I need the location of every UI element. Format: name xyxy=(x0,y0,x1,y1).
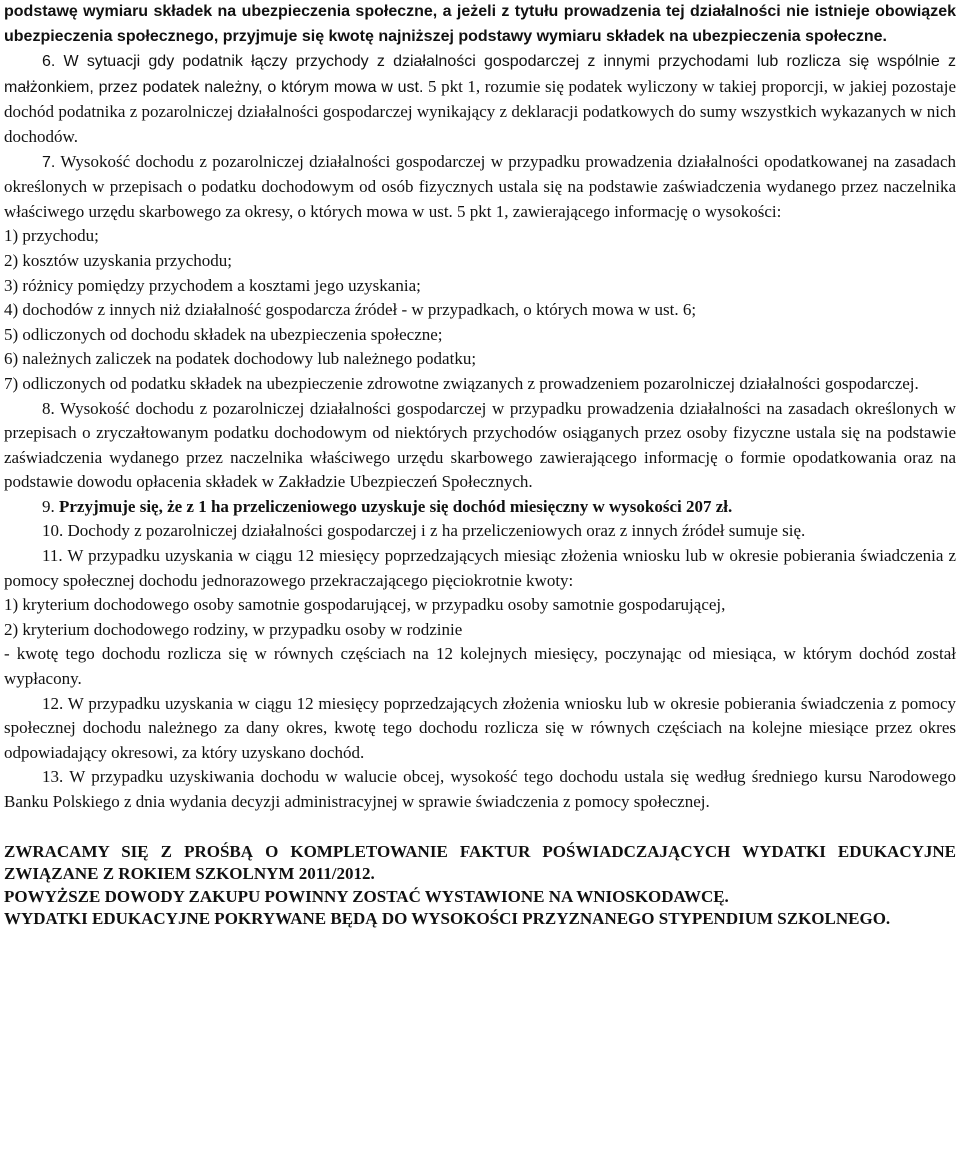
intro-text: podstawę wymiaru składek na ubezpieczenia społeczne, a jeżeli z tytułu prowadzenia tej działalności nie istnieje obowiązek ubezpieczenia społecznego, przyjmuje się kwotę najniższej podstawy wymiaru składek na ubezpieczenia społeczne. xyxy=(4,3,956,45)
paragraph-8: 8. Wysokość dochodu z pozarolniczej działalności gospodarczej w przypadku prowadzenia działalności na zasadach określonych w przepisach o zryczałtowanym podatku dochodowym od niektórych przychodów osiąganych przez osoby fizyczne ustala się na podstawie zaświadczenia wydanego przez naczelnika właściwego urzędu skarbowego zawierającego informację o formie opodatkowania oraz na podstawie dowodu opłacenia składek w Zakładzie Ubezpieczeń Społecznych. xyxy=(4,398,956,492)
paragraph-6 xyxy=(4,49,956,149)
notice-block xyxy=(4,841,956,931)
paragraph-7-item-4: 4) dochodów z innych niż działalność gospodarcza źródeł - w przypadkach, o których mowa w ust. 6; xyxy=(4,300,697,320)
paragraph-6-text: 5 pkt 1, rozumie się podatek wyliczony w takiej proporcji, w jakiej pozostaje dochód podatnika z pozarolniczej działalności gospodarczej wynikający z deklaracji podatkowych do sumy wszystkich wykazanych w nich dochodów. xyxy=(4,76,956,146)
paragraph-7-number: 7. xyxy=(42,153,56,171)
notice-line-2: POWYŻSZE DOWODY ZAKUPU POWINNY ZOSTAĆ WYSTAWIONE NA WNIOSKODAWCĘ. xyxy=(4,886,729,906)
paragraph-7-item-3: 3) różnicy pomiędzy przychodem a kosztami jego uzyskania; xyxy=(4,275,421,295)
paragraph-7-item-1: 1) przychodu; xyxy=(4,226,99,246)
paragraph-13: 13. W przypadku uzyskiwania dochodu w walucie obcej, wysokość tego dochodu ustala się według średniego kursu Narodowego Banku Polskiego z dnia wydania decyzji administracyjnej w sprawie świadczenia z pomocy społecznej. xyxy=(4,767,956,811)
paragraph-7-item-2: 2) kosztów uzyskania przychodu; xyxy=(4,250,233,270)
paragraph-7-text: Wysokość dochodu z pozarolniczej działalności gospodarczej w przypadku prowadzenia działalności opodatkowanej na zasadach określonych w przepisach o podatku dochodowym od osób fizycznych ustala się na podstawie zaświadczenia wydanego przez naczelnika właściwego urzędu skarbowego za okresy, o których mowa w ust. 5 pkt 1, zawierającego informację o wysokości: xyxy=(4,151,956,221)
paragraph-9 xyxy=(4,495,956,520)
intro-paragraph xyxy=(4,0,956,49)
paragraph-11-tail: - kwotę tego dochodu rozlicza się w równych częściach na 12 kolejnych miesięcy, poczynając od miesiąca, w którym dochód został wypłacony. xyxy=(4,644,956,689)
paragraph-11: 11. W przypadku uzyskania w ciągu 12 miesięcy poprzedzających miesiąc złożenia wniosku lub w okresie pobierania świadczenia z pomocy społecznej dochodu jednorazowego przekraczającego pięciokrotnie kwoty: xyxy=(4,546,956,590)
section-spacer xyxy=(4,815,956,841)
notice-line-3: WYDATKI EDUKACYJNE POKRYWANE BĘDĄ DO WYSOKOŚCI PRZYZNANEGO STYPENDIUM SZKOLNEGO. xyxy=(4,909,891,929)
paragraph-9-number: 9. xyxy=(42,496,59,516)
paragraph-6-sans-text: 6. W sytuacji gdy podatnik łączy przychody z działalności gospodarczej z innymi przychodami lub rozlicza się wspólnie z małżonkiem, przez podatek należny, o którym mowa w ust. xyxy=(4,53,956,96)
paragraph-10: 10. Dochody z pozarolniczej działalności gospodarczej i z ha przeliczeniowych oraz z innych źródeł sumuje się. xyxy=(42,521,806,541)
paragraph-7 xyxy=(4,150,956,225)
paragraph-9-bold-text: Przyjmuje się, że z 1 ha przeliczeniowego uzyskuje się dochód miesięczny w wysokości 207 zł. xyxy=(59,496,733,516)
paragraph-7-item-6: 6) należnych zaliczek na podatek dochodowy lub należnego podatku; xyxy=(4,349,477,369)
paragraph-7-item-5: 5) odliczonych od dochodu składek na ubezpieczenia społeczne; xyxy=(4,324,443,344)
notice-line-1: ZWRACAMY SIĘ Z PROŚBĄ O KOMPLETOWANIE FAKTUR POŚWIADCZAJĄCYCH WYDATKI EDUKACYJNE ZWIĄZANE Z ROKIEM SZKOLNYM 2011/2012. xyxy=(4,841,956,884)
paragraph-11-item-1: 1) kryterium dochodowego osoby samotnie gospodarującej, w przypadku osoby samotnie gospodarującej, xyxy=(4,595,726,615)
document-page xyxy=(4,0,956,931)
paragraph-7-item-7: 7) odliczonych od podatku składek na ubezpieczenie zdrowotne związanych z prowadzeniem pozarolniczej działalności gospodarczej. xyxy=(4,373,919,393)
paragraph-11-item-2: 2) kryterium dochodowego rodziny, w przypadku osoby w rodzinie xyxy=(4,619,463,639)
paragraph-12: 12. W przypadku uzyskania w ciągu 12 miesięcy poprzedzających złożenia wniosku lub w okresie pobierania świadczenia z pomocy społecznej dochodu należnego za dany okres, kwotę tego dochodu rozlicza się w równych częściach na kolejne miesiące przez okres odpowiadający okresowi, za który uzyskano dochód. xyxy=(4,693,956,762)
